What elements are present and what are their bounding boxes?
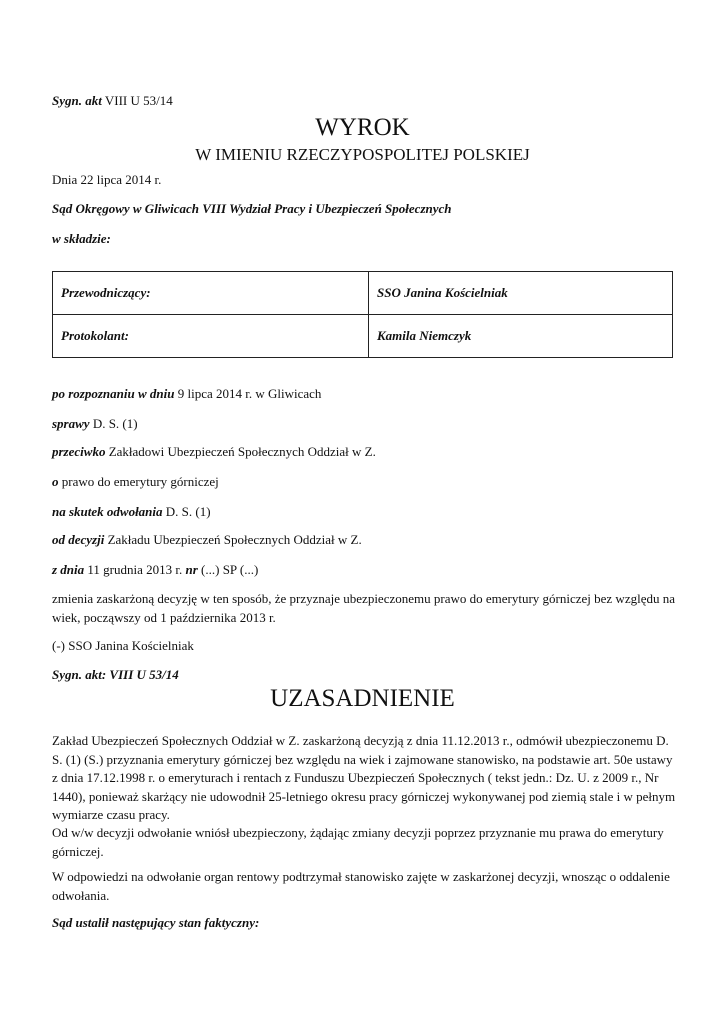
decision-line <box>52 532 362 548</box>
subject-line <box>52 474 219 490</box>
decision-date-value: 11 grudnia 2013 r. <box>87 562 183 577</box>
case-reference-label: Sygn. akt <box>52 93 102 108</box>
case-value: D. S. (1) <box>92 416 138 431</box>
panel-role-presiding: Przewodniczący: <box>53 272 369 315</box>
case-reference <box>52 93 173 109</box>
composition-label: w składzie: <box>52 231 111 246</box>
justification-paragraph: Od w/w decyzji odwołanie wniósł ubezpieczony, żądając zmiany decyzji poprzez przyznanie mu prawa do emerytury górniczej. <box>52 825 664 859</box>
appeal-value: D. S. (1) <box>165 504 211 519</box>
table-row <box>53 272 673 315</box>
appeal-label: na skutek odwołania <box>52 504 163 519</box>
panel-name-presiding: SSO Janina Kościelniak <box>369 272 673 315</box>
decision-date-label: z dnia <box>52 562 85 577</box>
justification-title: UZASADNIENIE <box>270 685 455 712</box>
justification-paragraph: Zakład Ubezpieczeń Społecznych Oddział w Z. zaskarżoną decyzją z dnia 11.12.2013 r., odmówił ubezpieczonemu D. S. (1) (S.) przyznania emerytury górniczej bez względu na wiek i zajmowane stanowisko, na podstawie art. 50e ustawy z dnia 17.12.1998 r. o emeryturach i rentach z Funduszu Ubezpieczeń Społecznych ( tekst jedn.: Dz. U. z 2009 r., Nr 1440), ponieważ skarżący nie udowodnił 25-letniego okresu pracy górniczej wykonywanej pod ziemią stale i w pełnym wymiarze czasu pracy. <box>52 733 676 823</box>
decision-nr-value: (...) SP (...) <box>201 562 259 577</box>
panel-table <box>52 271 673 358</box>
decision-date-line <box>52 562 258 578</box>
against-line <box>52 444 376 460</box>
document-title: WYROK <box>315 114 410 141</box>
appeal-line <box>52 504 211 520</box>
against-value: Zakładowi Ubezpieczeń Społecznych Oddział w Z. <box>108 444 376 459</box>
subject-value: prawo do emerytury górniczej <box>61 474 219 489</box>
decision-label: od decyzji <box>52 532 105 547</box>
judgment-date: Dnia 22 lipca 2014 r. <box>52 172 162 187</box>
decision-value: Zakładu Ubezpieczeń Społecznych Oddział w Z. <box>107 532 362 547</box>
case-reference-value: VIII U 53/14 <box>104 93 173 108</box>
panel-role-clerk: Protokolant: <box>53 315 369 358</box>
hearing-label: po rozpoznaniu w dniu <box>52 386 175 401</box>
document-subtitle: W IMIENIU RZECZYPOSPOLITEJ POLSKIEJ <box>195 145 530 164</box>
subject-label: o <box>52 474 59 489</box>
facts-heading: Sąd ustalił następujący stan faktyczny: <box>52 915 260 930</box>
decision-nr-label: nr <box>185 562 198 577</box>
court-name: Sąd Okręgowy w Gliwicach VIII Wydział Pracy i Ubezpieczeń Społecznych <box>52 201 452 216</box>
justification-paragraph: W odpowiedzi na odwołanie organ rentowy podtrzymał stanowisko zajęte w zaskarżonej decyzji, wnosząc o oddalenie odwołania. <box>52 869 670 903</box>
table-row <box>53 315 673 358</box>
case-line <box>52 416 138 432</box>
justification-reference: Sygn. akt: VIII U 53/14 <box>52 667 179 682</box>
hearing-value: 9 lipca 2014 r. w Gliwicach <box>177 386 322 401</box>
ruling-signature: (-) SSO Janina Kościelniak <box>52 638 194 653</box>
against-label: przeciwko <box>52 444 106 459</box>
panel-name-clerk: Kamila Niemczyk <box>369 315 673 358</box>
hearing-line <box>52 386 321 402</box>
ruling-text: zmienia zaskarżoną decyzję w ten sposób, że przyznaje ubezpieczonemu prawo do emerytury górniczej bez względu na wiek, począwszy od 1 października 2013 r. <box>52 591 675 625</box>
case-label: sprawy <box>52 416 90 431</box>
